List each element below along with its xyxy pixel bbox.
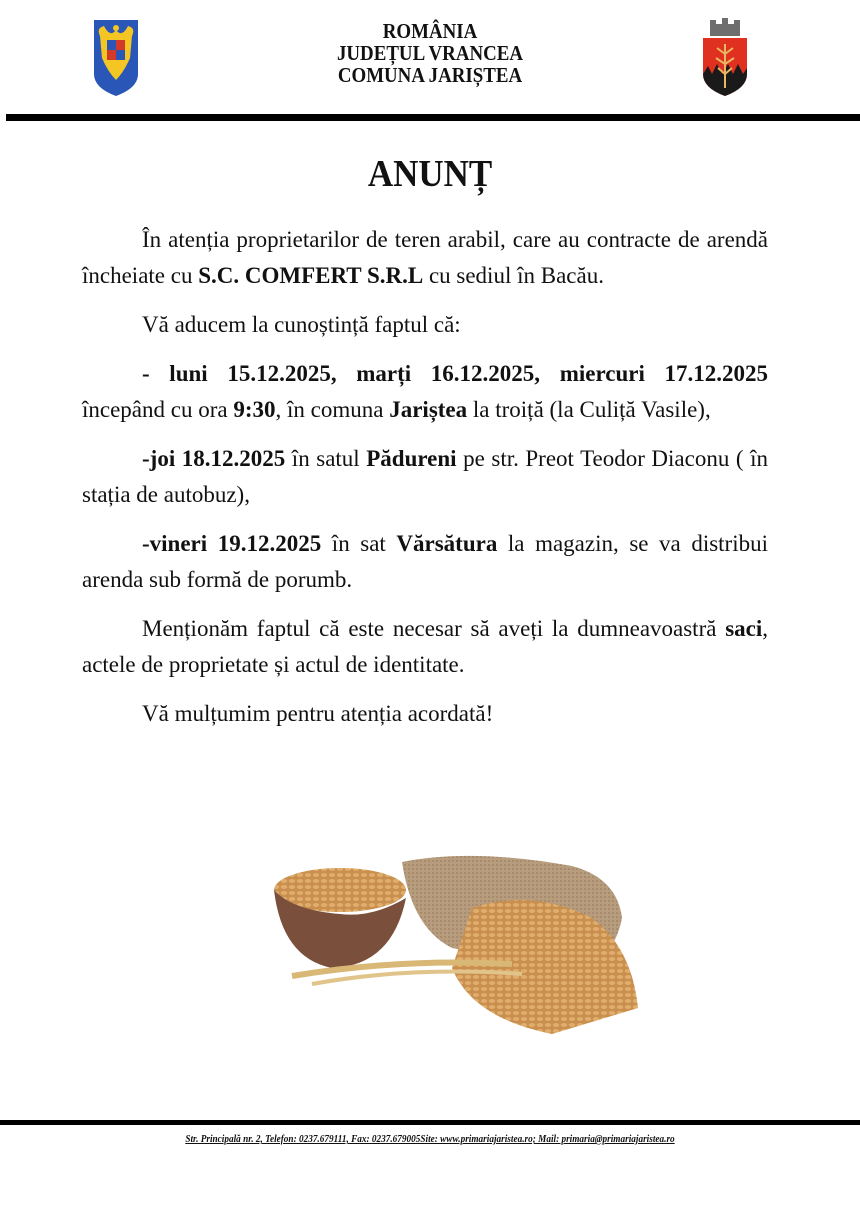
grain-sack-and-bowl-image <box>272 848 638 1034</box>
contact-footer: Str. Principală nr. 2, Telefon: 0237.679111, Fax: 0237.679005Site: www.primariajaristea.ro; Mail: primaria@primariajaristea.ro <box>185 1134 675 1145</box>
company-name: S.C. COMFERT S.R.L <box>198 263 424 288</box>
schedule-item-jaristea: - luni 15.12.2025, marți 16.12.2025, miercuri 17.12.2025 începând cu ora 9:30, în comuna Jariștea la troiță (la Culiță Vasile), <box>82 361 768 422</box>
notice-lead: Vă aducem la cunoștință faptul că: <box>142 312 461 337</box>
closing-paragraph: Vă mulțumim pentru atenția acordată! <box>142 701 494 726</box>
announcement-body <box>82 222 768 745</box>
footer-divider <box>0 1120 860 1125</box>
schedule-item-varsatura: -vineri 19.12.2025 în sat Vărsătura la magazin, se va distribui arenda sub formă de porumb. <box>82 531 769 592</box>
requirements-paragraph: Menționăm faptul că este necesar să aveți la dumneavoastră saci, actele de proprietate și actul de identitate. <box>82 616 768 677</box>
country-name: ROMÂNIA <box>382 19 478 43</box>
letterhead <box>0 0 860 118</box>
header-divider <box>6 114 860 121</box>
schedule-item-padureni: -joi 18.12.2025 în satul Pădureni pe str. Preot Teodor Diaconu ( în stația de autobuz), <box>82 446 768 507</box>
jaristea-coat-of-arms-icon <box>700 18 750 98</box>
county-name: JUDEȚUL VRANCEA <box>336 41 524 65</box>
commune-name: COMUNA JARIȘTEA <box>337 63 523 87</box>
intro-paragraph: În atenția proprietarilor de teren arabil, care au contracte de arendă încheiate cu S.C. COMFERT S.R.L cu sediul în Bacău. <box>82 227 768 288</box>
page-title: ANUNȚ <box>367 153 493 195</box>
